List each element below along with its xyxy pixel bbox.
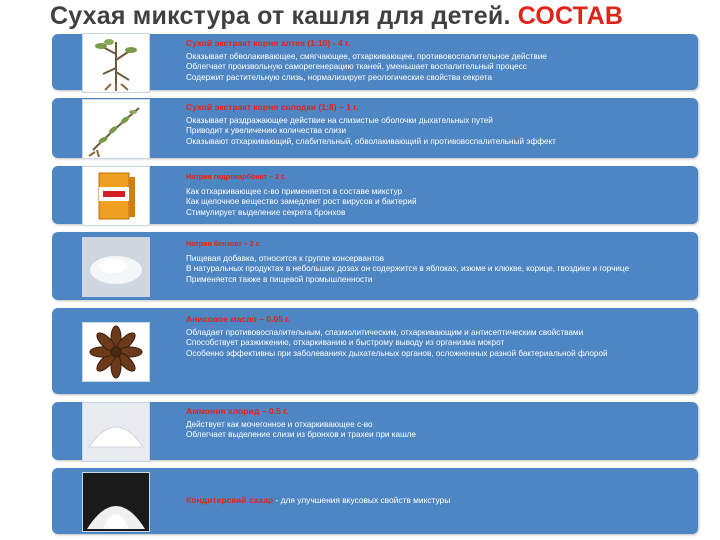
star-anise-icon xyxy=(82,322,150,382)
item-line: Оказывают отхаркивающий, слабительный, обволакивающий и противовоспалительный эффект xyxy=(186,136,556,146)
sugar-heap-icon xyxy=(82,472,150,532)
item-line: Обладает противовоспалительным, спазмолитическим, отхаркивающим и антисептическим свойствами xyxy=(186,327,584,337)
item-line: Облегчает произвольную саморегенерацию тканей, уменьшает воспалительный процесс xyxy=(186,62,527,72)
item-heading: Аммония хлорид – 0.5 г. xyxy=(186,406,289,416)
ammonium-powder-icon xyxy=(82,402,150,462)
list-item xyxy=(52,166,698,224)
item-line: В натуральных продуктах в небольших дозах он содержится в яблоках, изюме и клюкве, корице, гвоздике и горчице xyxy=(186,264,630,274)
item-heading: Анисовое масло – 0.05 г. xyxy=(186,314,291,324)
soda-box-icon xyxy=(82,166,150,226)
sugar-line xyxy=(186,495,450,505)
title-main: Сухая микстура от кашля для детей. xyxy=(50,2,511,30)
list-item xyxy=(52,232,698,300)
list-item xyxy=(52,402,698,460)
white-powder-icon xyxy=(82,237,150,297)
item-line: - для улучшения вкусовых свойств микстуры xyxy=(273,495,451,505)
item-line: Применяется также в пищевой промышленности xyxy=(186,274,373,284)
list-item xyxy=(52,34,698,90)
item-line: Облегчает выделение слизи из бронхов и трахеи при кашле xyxy=(186,430,416,440)
item-line: Как щелочное вещество замедляет рост вирусов и бактерий xyxy=(186,197,417,207)
item-line: Стимулирует выделение секрета бронхов xyxy=(186,207,346,217)
item-heading: Натрия бензоат – 2 г. xyxy=(186,239,261,248)
item-heading: Кондитерский сахар xyxy=(186,495,274,505)
item-line: Как отхаркивающее с-во применяется в составе микстур xyxy=(186,186,403,196)
item-line: Действует как мочегонное и отхаркивающее с-во xyxy=(186,419,373,429)
item-heading: Сухой экстракт корня алтея (1:10) - 4 г. xyxy=(186,38,351,48)
item-line: Содержит растительную слизь, нормализирует реологические свойства секрета xyxy=(186,72,493,82)
title-accent: СОСТАВ xyxy=(517,2,624,30)
list-item xyxy=(52,468,698,534)
page-title xyxy=(50,2,670,31)
list-item xyxy=(52,308,698,394)
list-item xyxy=(52,98,698,158)
althaea-root-icon xyxy=(82,33,150,93)
item-line: Приводит к увеличению количества слизи xyxy=(186,126,347,136)
item-line: Оказывает обволакивающее, смягчающее, отхаркивающее, противовоспалительное действие xyxy=(186,51,547,61)
item-heading: Натрия гидрокарбонат – 2 г. xyxy=(186,172,286,181)
item-line: Способствует разжижению, отхаркиванию и быстрому выводу из организма мокрот xyxy=(186,338,505,348)
item-line: Особенно эффективны при заболеваниях дыхательных органов, осложненных разной бактериальной флорой xyxy=(186,348,608,358)
item-line: Пищевая добавка, относится к группе консервантов xyxy=(186,253,385,263)
licorice-root-icon xyxy=(82,99,150,159)
item-line: Оказывает раздражающее действие на слизистые оболочки дыхательных путей xyxy=(186,115,493,125)
item-heading: Сухой экстракт корня солодки (1:8) – 1 г. xyxy=(186,102,359,112)
